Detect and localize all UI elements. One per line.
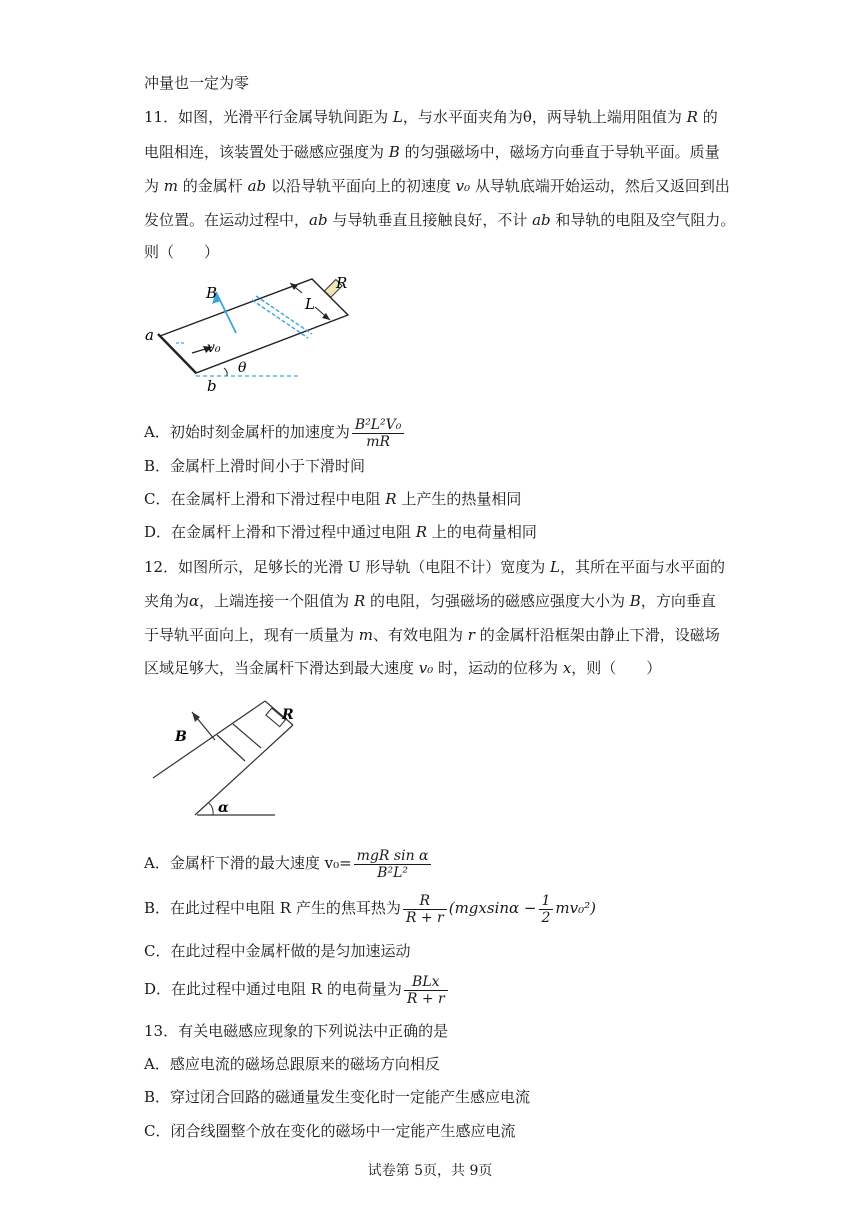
q11-stem-line-1: 11．如图，光滑平行金属导轨间距为 L，与水平面夹角为θ，两导轨上端用阻值为 R 的 [144, 108, 718, 126]
q11-label-b-field: B [206, 284, 218, 302]
q13-option-c: C．闭合线圈整个放在变化的磁场中一定能产生感应电流 [144, 1122, 516, 1140]
q12-label-alpha: α [218, 800, 229, 816]
intro-line: 冲量也一定为零 [144, 74, 250, 92]
q11-stem-line-3: 为 m 的金属杆 ab 以沿导轨平面向上的初速度 v₀ 从导轨底端开始运动，然后又返回到出 [144, 177, 730, 195]
q12-rail-diagram [145, 695, 305, 820]
q11-option-b: B．金属杆上滑时间小于下滑时间 [144, 457, 366, 475]
q11-option-d: D．在金属杆上滑和下滑过程中通过电阻 R 上的电荷量相同 [144, 523, 537, 541]
q13-option-b: B．穿过闭合回路的磁通量发生变化时一定能产生感应电流 [144, 1088, 531, 1106]
q11-label-v0: v₀ [207, 340, 221, 356]
q12-option-b: B．在此过程中电阻 R 产生的焦耳热为 $\frac{R}{R + r}$ (mgxsinα − $\frac{1}{2}$ mv₀²) [144, 892, 596, 926]
q12-option-b-fraction: $\frac{R}{R + r}$ [403, 893, 447, 926]
q12-stem-line-2: 夹角为α，上端连接一个阻值为 R 的电阻，匀强磁场的磁感应强度大小为 B，方向垂直 [144, 592, 716, 610]
q11-stem-line-4: 发位置。在运动过程中，ab 与导轨垂直且接触良好，不计 ab 和导轨的电阻及空气阻力。 [144, 211, 736, 229]
q12-option-a-fraction: $\frac{\text{mgR sin α}}{\text{B²L²}}$ [354, 848, 432, 881]
q12-stem-line-3: 于导轨平面向上，现有一质量为 m、有效电阻为 r 的金属杆沿框架由静止下滑，设磁场 [144, 626, 720, 644]
q12-option-d: D．在此过程中通过电阻 R 的电荷量为 $\frac{\text{BLx}}{R + r}$ [144, 972, 450, 1007]
q11-label-theta: θ [238, 360, 247, 376]
q13-stem: 13．有关电磁感应现象的下列说法中正确的是 [144, 1022, 449, 1040]
q11-option-c: C．在金属杆上滑和下滑过程中电阻 R 上产生的热量相同 [144, 490, 522, 508]
q12-label-b-field: B [175, 729, 187, 745]
q12-option-d-fraction: $\frac{\text{BLx}}{R + r}$ [404, 974, 448, 1007]
page-footer: 试卷第 5页，共 9页 [367, 1163, 493, 1179]
q11-stem-line-5: 则（ ） [144, 243, 220, 261]
q11-label-l: L [305, 295, 315, 313]
q12-stem-line-4: 区域足够大，当金属杆下滑达到最大速度 v₀ 时，运动的位移为 x，则（ ） [144, 659, 662, 677]
q11-stem-line-2: 电阻相连，该装置处于磁感应强度为 B 的匀强磁场中，磁场方向垂直于导轨平面。质量 [144, 143, 720, 161]
q11-rail-diagram [140, 270, 370, 395]
q12-option-b-half: $\frac{1}{2}$ [539, 893, 554, 926]
q11-label-r: R [336, 274, 348, 292]
q12-stem-line-1: 12．如图所示，足够长的光滑 U 形导轨（电阻不计）宽度为 L，其所在平面与水平面的 [144, 558, 726, 576]
q11-label-a: a [145, 326, 154, 344]
q11-label-b-point: b [207, 377, 217, 395]
q11-option-a-fraction: $\frac{\text{B²L²V₀}}{mR}$ [352, 417, 405, 450]
q12-option-a: A．金属杆下滑的最大速度 v₀= $\frac{\text{mgR sin α}}{\text{B²L²}}$ [144, 846, 433, 881]
q13-option-a: A．感应电流的磁场总跟原来的磁场方向相反 [144, 1055, 440, 1073]
q12-label-r: R [282, 707, 294, 723]
q12-option-c: C．在此过程中金属杆做的是匀加速运动 [144, 942, 411, 960]
q11-option-a: A．初始时刻金属杆的加速度为 $\frac{\text{B²L²V₀}}{mR}$ [144, 415, 406, 450]
